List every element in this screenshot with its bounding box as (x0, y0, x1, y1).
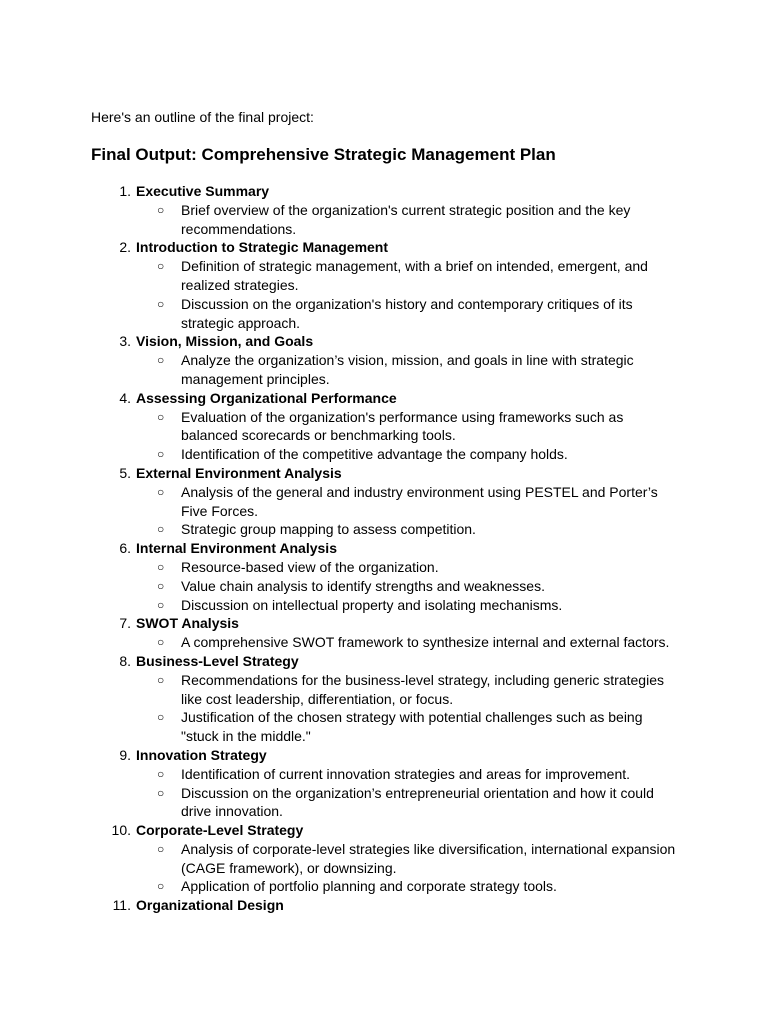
section-header (0, 652, 768, 671)
bullet-text: Brief overview of the organization's current strategic position and the key recommendations. (181, 201, 631, 237)
section-header (0, 332, 768, 351)
bullet-list (0, 257, 768, 332)
bullet-list (0, 408, 768, 464)
section-heading: Innovation Strategy (136, 746, 267, 763)
bullet-item (0, 483, 768, 521)
hollow-circle-bullet-icon: ○ (157, 522, 165, 537)
section-number: 6. (119, 540, 131, 557)
bullet-item (0, 558, 768, 577)
bullet-item (0, 445, 768, 464)
bullet-item (0, 708, 768, 746)
section-header (0, 896, 768, 915)
bullet-list (0, 840, 768, 896)
section-heading: Vision, Mission, and Goals (136, 333, 314, 350)
bullet-text: Application of portfolio planning and corporate strategy tools. (181, 878, 557, 895)
bullet-list (0, 765, 768, 821)
bullet-item (0, 577, 768, 596)
bullet-item (0, 877, 768, 896)
hollow-circle-bullet-icon: ○ (157, 484, 165, 499)
section-number: 3. (119, 333, 131, 350)
bullet-item (0, 784, 768, 822)
hollow-circle-bullet-icon: ○ (157, 202, 165, 217)
section-heading: SWOT Analysis (136, 615, 239, 632)
bullet-text: Analysis of corporate-level strategies like diversification, international expansion (CAGE framework), or downsizing. (181, 840, 676, 876)
bullet-text: Analysis of the general and industry environment using PESTEL and Porter’s Five Forces. (181, 483, 658, 519)
hollow-circle-bullet-icon: ○ (157, 879, 165, 894)
outline-section (0, 652, 768, 746)
bullet-item (0, 295, 768, 333)
section-number: 10. (111, 822, 131, 839)
section-header (0, 238, 768, 257)
bullet-item (0, 765, 768, 784)
hollow-circle-bullet-icon: ○ (157, 672, 165, 687)
section-header (0, 614, 768, 633)
bullet-list (0, 671, 768, 746)
bullet-list (0, 351, 768, 389)
outline-section (0, 389, 768, 464)
section-number: 9. (119, 746, 131, 763)
bullet-list (0, 633, 768, 652)
bullet-text: Identification of the competitive advantage the company holds. (181, 446, 568, 463)
bullet-item (0, 633, 768, 652)
bullet-item (0, 257, 768, 295)
bullet-text: A comprehensive SWOT framework to synthesize internal and external factors. (181, 634, 670, 651)
hollow-circle-bullet-icon: ○ (157, 353, 165, 368)
bullet-list (0, 483, 768, 539)
bullet-text: Analyze the organization’s vision, mission, and goals in line with strategic management principles. (181, 352, 634, 387)
section-header (0, 821, 768, 840)
outline-section (0, 182, 768, 238)
section-heading: Corporate-Level Strategy (136, 822, 304, 839)
hollow-circle-bullet-icon: ○ (157, 578, 165, 593)
bullet-text: Discussion on intellectual property and isolating mechanisms. (181, 596, 563, 613)
section-number: 7. (119, 615, 131, 632)
bullet-item (0, 520, 768, 539)
bullet-item (0, 671, 768, 709)
section-header (0, 464, 768, 483)
section-heading: Internal Environment Analysis (136, 540, 337, 557)
outline-section (0, 614, 768, 652)
hollow-circle-bullet-icon: ○ (157, 841, 165, 856)
hollow-circle-bullet-icon: ○ (157, 785, 165, 800)
bullet-text: Resource-based view of the organization. (181, 558, 439, 575)
section-heading: Introduction to Strategic Management (136, 239, 389, 256)
hollow-circle-bullet-icon: ○ (157, 766, 165, 781)
outline-section (0, 539, 768, 614)
hollow-circle-bullet-icon: ○ (157, 447, 165, 462)
bullet-item (0, 201, 768, 239)
bullet-item (0, 351, 768, 389)
section-header (0, 539, 768, 558)
bullet-text: Evaluation of the organization's performance using frameworks such as balanced scorecards or benchmarking tools. (181, 408, 624, 444)
bullet-item (0, 840, 768, 878)
section-number: 11. (112, 897, 131, 914)
hollow-circle-bullet-icon: ○ (157, 597, 165, 612)
outline-section (0, 464, 768, 539)
section-heading: Organizational Design (136, 897, 284, 914)
bullet-text: Value chain analysis to identify strengths and weaknesses. (181, 577, 545, 594)
bullet-text: Strategic group mapping to assess competition. (181, 521, 476, 538)
section-header (0, 182, 768, 201)
section-header (0, 389, 768, 408)
section-heading: Assessing Organizational Performance (136, 389, 397, 406)
hollow-circle-bullet-icon: ○ (157, 559, 165, 574)
outline-section (0, 332, 768, 388)
outline-section (0, 746, 768, 821)
bullet-text: Identification of current innovation strategies and areas for improvement. (181, 765, 631, 782)
outline-list (0, 182, 768, 915)
hollow-circle-bullet-icon: ○ (157, 635, 165, 650)
section-number: 4. (119, 389, 131, 406)
bullet-text: Discussion on the organization's history and contemporary critiques of its strategic approach. (181, 295, 633, 331)
section-header (0, 746, 768, 765)
outline-section (0, 821, 768, 896)
intro-text: Here's an outline of the final project: (91, 109, 314, 125)
outline-section (0, 896, 768, 915)
bullet-text: Justification of the chosen strategy with potential challenges such as being "stuck in the middle." (181, 709, 643, 745)
section-number: 5. (119, 464, 131, 481)
section-heading: Executive Summary (136, 183, 270, 199)
section-number: 1. (119, 183, 131, 199)
document-title: Final Output: Comprehensive Strategic Management Plan (91, 145, 556, 164)
section-number: 2. (119, 239, 131, 256)
outline-section (0, 238, 768, 332)
bullet-text: Discussion on the organization’s entrepreneurial orientation and how it could drive innovation. (181, 784, 654, 820)
section-number: 8. (119, 652, 131, 669)
hollow-circle-bullet-icon: ○ (157, 259, 165, 274)
bullet-list (0, 201, 768, 239)
bullet-text: Recommendations for the business-level strategy, including generic strategies like cost leadership, differentiation, or focus. (181, 671, 664, 707)
bullet-list (0, 558, 768, 614)
bullet-item (0, 596, 768, 615)
hollow-circle-bullet-icon: ○ (157, 296, 165, 311)
section-heading: Business-Level Strategy (136, 652, 299, 669)
hollow-circle-bullet-icon: ○ (157, 710, 165, 725)
bullet-item (0, 408, 768, 446)
bullet-text: Definition of strategic management, with a brief on intended, emergent, and realized strategies. (181, 258, 648, 293)
hollow-circle-bullet-icon: ○ (157, 409, 165, 424)
section-heading: External Environment Analysis (136, 464, 342, 481)
